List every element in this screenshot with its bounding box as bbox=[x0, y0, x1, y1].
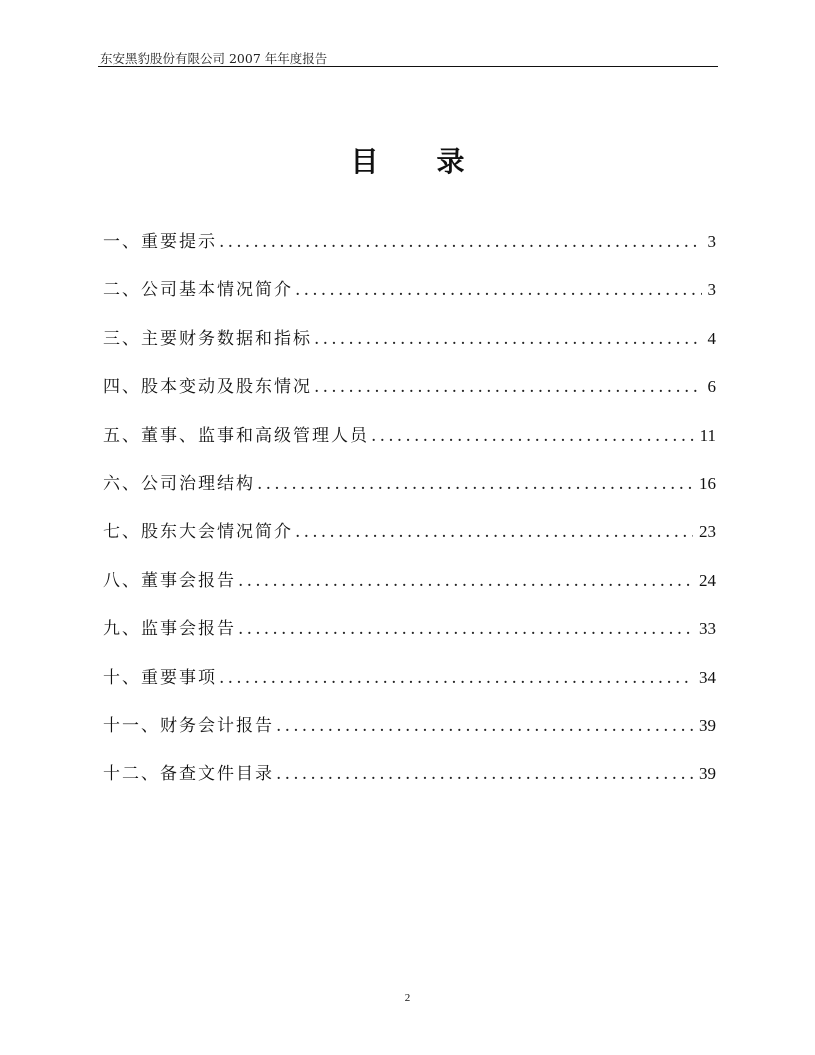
table-of-contents bbox=[103, 227, 716, 808]
toc-entry[interactable] bbox=[103, 372, 716, 420]
toc-entry-label: 十一、财务会计报告 bbox=[103, 715, 274, 736]
toc-entry-page: 16 bbox=[699, 473, 716, 493]
toc-entry-page: 39 bbox=[699, 764, 716, 784]
toc-entry-label: 五、董事、监事和高级管理人员 bbox=[103, 425, 369, 446]
toc-entry-page: 3 bbox=[707, 280, 716, 300]
toc-entry-label: 三、主要财务数据和指标 bbox=[103, 328, 312, 349]
toc-entry-label: 十、重要事项 bbox=[103, 667, 217, 688]
toc-entry-page: 23 bbox=[699, 522, 716, 542]
toc-entry-label: 四、股本变动及股东情况 bbox=[103, 377, 312, 398]
leader-dots bbox=[238, 571, 693, 591]
toc-entry-label: 十二、备查文件目录 bbox=[103, 764, 274, 785]
leader-dots bbox=[371, 426, 694, 446]
leader-dots bbox=[219, 232, 702, 252]
toc-entry[interactable] bbox=[103, 324, 716, 372]
toc-entry-page: 11 bbox=[699, 425, 716, 445]
leader-dots bbox=[295, 522, 693, 542]
page-number: 2 bbox=[404, 992, 411, 1004]
toc-entry[interactable] bbox=[103, 517, 716, 565]
toc-entry-label: 七、股东大会情况简介 bbox=[103, 522, 293, 543]
leader-dots bbox=[257, 474, 693, 494]
leader-dots bbox=[219, 668, 693, 688]
toc-entry-label: 八、董事会报告 bbox=[103, 570, 236, 591]
toc-entry-page: 24 bbox=[699, 570, 716, 590]
header-rule bbox=[98, 66, 718, 67]
leader-dots bbox=[314, 377, 702, 397]
toc-entry[interactable] bbox=[103, 566, 716, 614]
toc-entry[interactable] bbox=[103, 421, 716, 469]
title-char-1: 目 bbox=[350, 145, 379, 178]
title-char-2: 录 bbox=[436, 145, 465, 178]
toc-entry[interactable] bbox=[103, 275, 716, 323]
page-title bbox=[0, 140, 815, 180]
toc-entry[interactable] bbox=[103, 227, 716, 275]
toc-entry[interactable] bbox=[103, 663, 716, 711]
leader-dots bbox=[314, 329, 702, 349]
toc-entry[interactable] bbox=[103, 759, 716, 807]
leader-dots bbox=[295, 280, 702, 300]
leader-dots bbox=[276, 764, 693, 784]
leader-dots bbox=[276, 716, 693, 736]
leader-dots bbox=[238, 619, 693, 639]
toc-entry-label: 六、公司治理结构 bbox=[103, 473, 255, 494]
toc-entry-page: 33 bbox=[699, 619, 716, 639]
toc-entry[interactable] bbox=[103, 711, 716, 759]
toc-entry-page: 6 bbox=[707, 377, 716, 397]
toc-entry-page: 34 bbox=[699, 667, 716, 687]
toc-entry-label: 一、重要提示 bbox=[103, 232, 217, 252]
toc-entry[interactable] bbox=[103, 469, 716, 517]
toc-entry-label: 九、监事会报告 bbox=[103, 619, 236, 640]
toc-entry-page: 4 bbox=[707, 328, 716, 348]
toc-entry-page: 3 bbox=[707, 232, 716, 251]
toc-entry[interactable] bbox=[103, 614, 716, 662]
running-header: 东安黑豹股份有限公司 2007 年年度报告 bbox=[100, 51, 328, 66]
toc-entry-label: 二、公司基本情况简介 bbox=[103, 280, 293, 301]
toc-entry-page: 39 bbox=[699, 715, 716, 735]
